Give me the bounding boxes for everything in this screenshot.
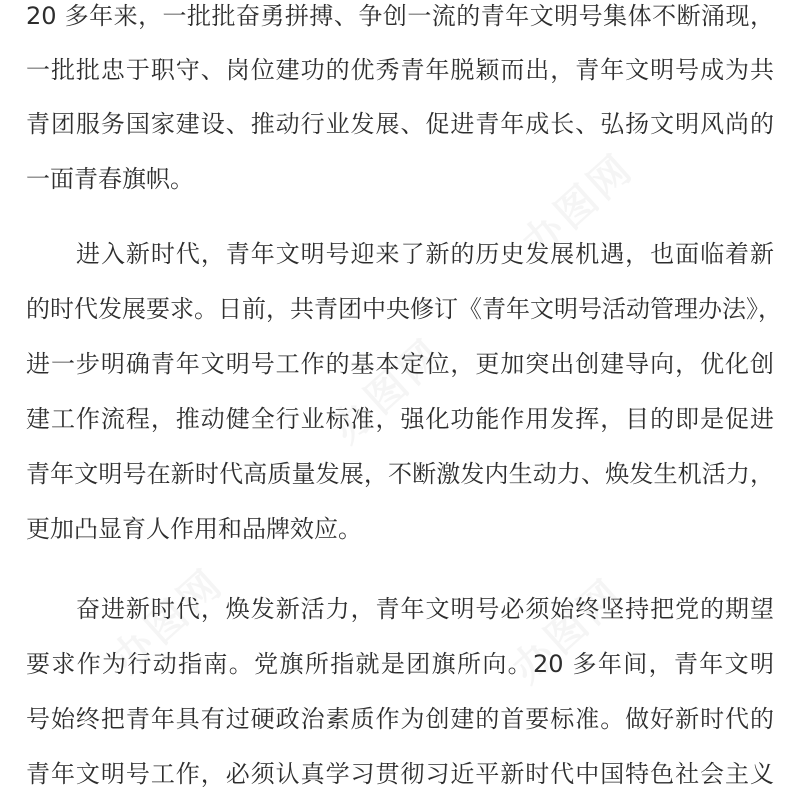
paragraph-line: 号始终把青年具有过硬政治素质作为创建的首要标准。做好新时代的 <box>26 705 774 733</box>
watermark: 办图网 <box>103 559 233 683</box>
paragraph-line: 青年文明号在新时代高质量发展，不断激发内生动力、焕发生机活力， <box>26 460 774 488</box>
paragraph-line: 青团服务国家建设、推动行业发展、促进青年成长、弘扬文明风尚的 <box>26 110 774 138</box>
paragraph-line: 奋进新时代，焕发新活力，青年文明号必须始终坚持把党的期望 <box>76 595 774 623</box>
paragraph-line: 更加凸显育人作用和品牌效应。 <box>26 515 362 543</box>
watermark: 办图网 <box>323 329 453 453</box>
paragraph-line: 20 多年来，一批批奋勇拼搏、争创一流的青年文明号集体不断涌现， <box>26 2 774 30</box>
paragraph-line: 一面青春旗帜。 <box>26 165 194 193</box>
paragraph-line: 进一步明确青年文明号工作的基本定位，更加突出创建导向，优化创 <box>26 350 774 378</box>
paragraph-line: 进入新时代，青年文明号迎来了新的历史发展机遇，也面临着新 <box>76 240 774 268</box>
paragraph-line: 建工作流程，推动健全行业标准，强化功能作用发挥，目的即是促进 <box>26 405 774 433</box>
paragraph-line: 青年文明号工作，必须认真学习贯彻习近平新时代中国特色社会主义 <box>26 760 774 788</box>
paragraph-line: 一批批忠于职守、岗位建功的优秀青年脱颖而出，青年文明号成为共 <box>26 56 774 84</box>
paragraph-line: 的时代发展要求。日前，共青团中央修订《青年文明号活动管理办法》， <box>26 295 782 323</box>
paragraph-line: 要求作为行动指南。党旗所指就是团旗所向。20 多年间，青年文明 <box>26 650 774 678</box>
watermark: 办图网 <box>503 569 633 693</box>
watermark: 办图网 <box>513 144 643 268</box>
